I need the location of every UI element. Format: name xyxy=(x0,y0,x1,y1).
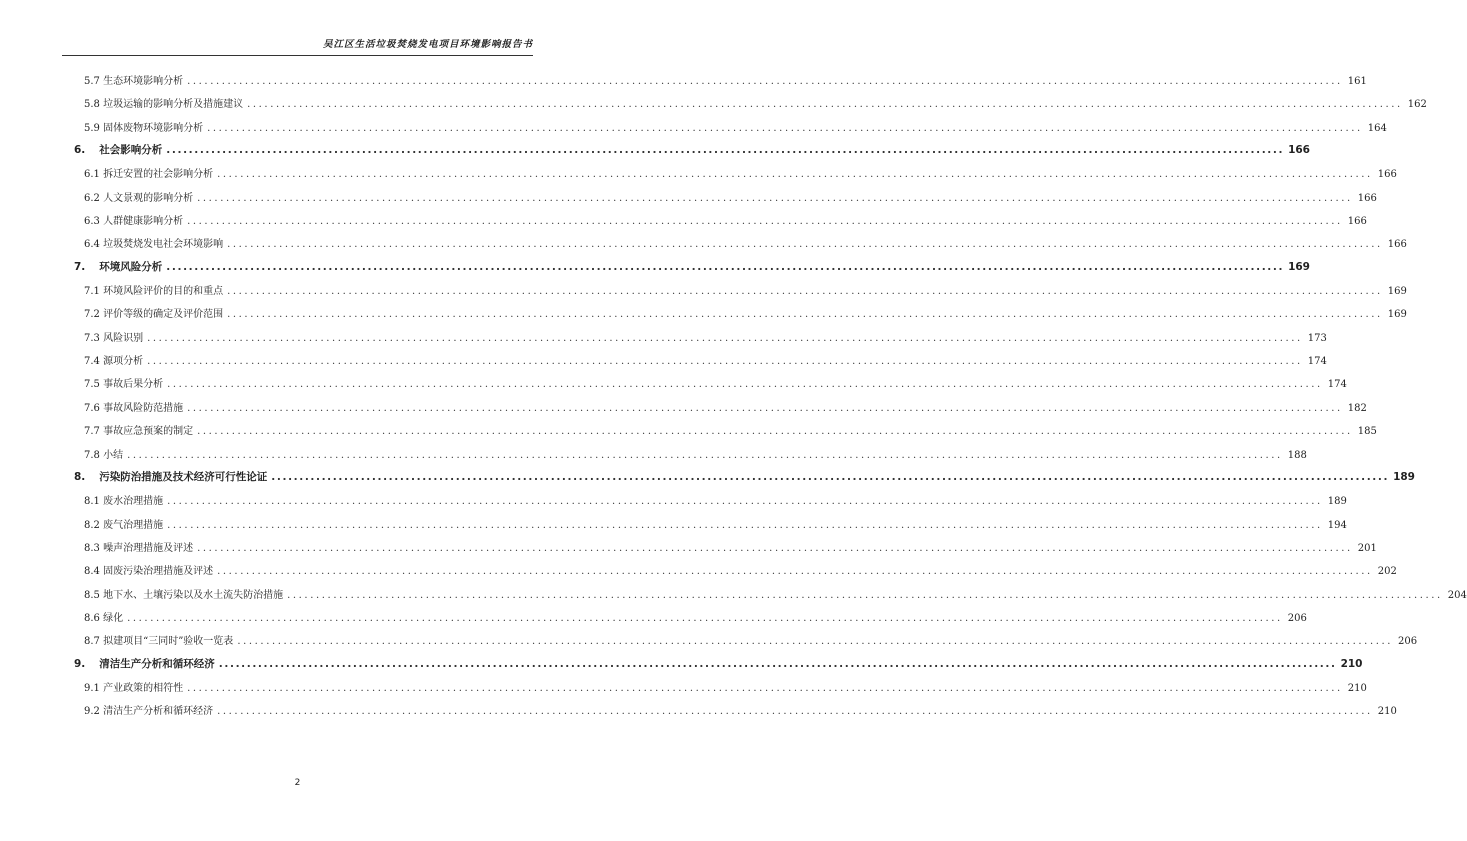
toc-section-entry[interactable] xyxy=(62,516,1347,539)
toc-page-number: 189 xyxy=(1393,470,1415,483)
toc-entry-title: 5.8 垃圾运输的影响分析及措施建议 xyxy=(84,99,244,111)
toc-entry-title: 5.7 生态环境影响分析 xyxy=(84,76,184,87)
toc-page-number: 169 xyxy=(1387,309,1407,321)
toc-section-entry[interactable] xyxy=(62,632,1418,655)
toc-dot-leader: ........................................................................................................................................................................................................ xyxy=(197,192,1353,204)
toc-entry-title: 7.5 事故后果分析 xyxy=(84,379,164,391)
toc-page-number: 174 xyxy=(1327,379,1347,391)
toc-entry-title: 7.4 源项分析 xyxy=(84,356,144,368)
toc-chapter-number: 7. xyxy=(74,260,86,273)
toc-entry-title: 6.1 拆迁安置的社会影响分析 xyxy=(84,169,214,181)
toc-page-number: 204 xyxy=(1447,589,1467,601)
toc-page-number: 182 xyxy=(1347,402,1367,414)
toc-dot-leader: ........................................................................................................................................................................................................ xyxy=(127,449,1283,461)
toc-section-entry[interactable] xyxy=(62,586,1467,609)
toc-entry-title: 环境风险分析 xyxy=(99,260,163,273)
toc-page-number: 174 xyxy=(1307,356,1327,368)
toc-dot-leader: ........................................................................................................................................................................................................ xyxy=(147,356,1303,368)
page-number: 2 xyxy=(294,778,301,788)
toc-entry-title: 8.6 绿化 xyxy=(84,612,124,624)
toc-page-number: 210 xyxy=(1347,682,1367,694)
toc-chapter-entry[interactable] xyxy=(62,259,1310,282)
toc-entry-title: 8.7 拟建项目“三同时”验收一览表 xyxy=(84,636,234,648)
toc-dot-leader: ........................................................................................................................................................................................................ xyxy=(247,99,1403,111)
toc-entry-title: 7.3 风险识别 xyxy=(84,332,144,344)
toc-dot-leader: ........................................................................................................................................................................................................ xyxy=(197,542,1353,554)
toc-dot-leader: ........................................................................................................................................................................................................ xyxy=(237,636,1394,648)
toc-section-entry[interactable] xyxy=(62,702,1397,725)
toc-entry-title: 6.3 人群健康影响分析 xyxy=(84,216,184,228)
running-header: 吴江区生活垃圾焚烧发电项目环境影响报告书 xyxy=(322,39,533,50)
toc-page-number: 166 xyxy=(1387,239,1407,251)
toc-page-number: 169 xyxy=(1387,286,1407,298)
toc-dot-leader: ........................................................................................................................................................................................................ xyxy=(167,379,1323,391)
toc-section-entry[interactable] xyxy=(62,399,1367,422)
toc-entry-title: 8.3 噪声治理措施及评述 xyxy=(84,542,194,554)
toc-dot-leader: ........................................................................................................................................................................................................ xyxy=(187,682,1343,694)
toc-dot-leader: ........................................................................................................................................................................................................ xyxy=(227,239,1383,251)
toc-entry-title: 6.4 垃圾焚烧发电社会环境影响 xyxy=(84,239,224,251)
toc-page-number: 189 xyxy=(1327,496,1347,508)
toc-chapter-entry[interactable] xyxy=(62,656,1363,679)
toc-dot-leader: ........................................................................................................................................................................................................ xyxy=(166,260,1285,273)
toc-dot-leader: ........................................................................................................................................................................................................ xyxy=(227,286,1383,298)
toc-section-entry[interactable] xyxy=(62,165,1397,188)
toc-entry-title: 9.2 清洁生产分析和循环经济 xyxy=(84,706,214,718)
toc-dot-leader: ........................................................................................................................................................................................................ xyxy=(197,426,1353,438)
toc-entry-title: 7.6 事故风险防范措施 xyxy=(84,402,184,414)
toc-dot-leader: ........................................................................................................................................................................................................ xyxy=(217,706,1373,718)
toc-page-number: 162 xyxy=(1407,99,1427,111)
toc-section-entry[interactable] xyxy=(62,189,1377,212)
toc-entry-title: 6.2 人文景观的影响分析 xyxy=(84,192,194,204)
toc-section-entry[interactable] xyxy=(62,562,1397,585)
toc-dot-leader: ........................................................................................................................................................................................................ xyxy=(166,144,1285,157)
toc-dot-leader: ........................................................................................................................................................................................................ xyxy=(187,216,1343,228)
toc-page-number: 166 xyxy=(1357,192,1377,204)
toc-entry-title: 社会影响分析 xyxy=(99,144,163,157)
toc-dot-leader: ........................................................................................................................................................................................................ xyxy=(287,589,1443,601)
toc-entry-title: 5.9 固体废物环境影响分析 xyxy=(84,122,204,134)
toc-dot-leader: ........................................................................................................................................................................................................ xyxy=(227,309,1383,321)
toc-page-number: 166 xyxy=(1347,216,1367,228)
toc-section-entry[interactable] xyxy=(62,282,1407,305)
toc-dot-leader: ........................................................................................................................................................................................................ xyxy=(127,612,1283,624)
toc-chapter-entry[interactable] xyxy=(62,142,1310,165)
toc-dot-leader: ........................................................................................................................................................................................................ xyxy=(167,519,1323,531)
toc-section-entry[interactable] xyxy=(62,95,1427,118)
toc-section-entry[interactable] xyxy=(62,446,1307,469)
toc-entry-title: 清洁生产分析和循环经济 xyxy=(99,657,215,670)
toc-section-entry[interactable] xyxy=(62,212,1367,235)
toc-section-entry[interactable] xyxy=(62,539,1377,562)
toc-page-number: 210 xyxy=(1340,657,1363,670)
toc-dot-leader: ........................................................................................................................................................................................................ xyxy=(147,332,1303,344)
toc-page-number: 202 xyxy=(1377,566,1397,578)
toc-dot-leader: ........................................................................................................................................................................................................ xyxy=(187,76,1343,87)
toc-entry-title: 7.7 事故应急预案的制定 xyxy=(84,426,194,438)
toc-chapter-entry[interactable] xyxy=(62,469,1415,492)
toc-section-entry[interactable] xyxy=(62,329,1327,352)
toc-page-number: 166 xyxy=(1288,144,1310,157)
toc-dot-leader: ........................................................................................................................................................................................................ xyxy=(218,657,1337,670)
toc-section-entry[interactable] xyxy=(62,305,1407,328)
header-divider xyxy=(62,55,533,56)
toc-page-number: 169 xyxy=(1288,260,1310,273)
toc-chapter-number: 8. xyxy=(74,470,86,483)
toc-page-number: 161 xyxy=(1347,76,1367,87)
toc-section-entry[interactable] xyxy=(62,235,1407,258)
toc-section-entry[interactable] xyxy=(62,679,1367,702)
toc-section-entry[interactable] xyxy=(62,72,1367,95)
toc-entry-title: 7.8 小结 xyxy=(84,449,124,461)
toc-section-entry[interactable] xyxy=(62,422,1377,445)
toc-page-number: 188 xyxy=(1287,449,1307,461)
toc-section-entry[interactable] xyxy=(62,609,1307,632)
toc-page-number: 185 xyxy=(1357,426,1377,438)
toc-page-number: 201 xyxy=(1357,542,1377,554)
toc-dot-leader: ........................................................................................................................................................................................................ xyxy=(271,470,1390,483)
toc-entry-title: 8.1 废水治理措施 xyxy=(84,496,164,508)
toc-chapter-number: 9. xyxy=(74,657,86,670)
toc-section-entry[interactable] xyxy=(62,492,1347,515)
toc-entry-title: 7.2 评价等级的确定及评价范围 xyxy=(84,309,224,321)
toc-dot-leader: ........................................................................................................................................................................................................ xyxy=(187,402,1343,414)
toc-entry-title: 污染防治措施及技术经济可行性论证 xyxy=(99,470,268,483)
toc-page-number: 206 xyxy=(1397,636,1418,648)
toc-page-number: 164 xyxy=(1367,122,1387,134)
toc-page-number: 210 xyxy=(1377,706,1397,718)
toc-dot-leader: ........................................................................................................................................................................................................ xyxy=(217,566,1373,578)
toc-entry-title: 8.2 废气治理措施 xyxy=(84,519,164,531)
toc-entry-title: 8.5 地下水、土壤污染以及水土流失防治措施 xyxy=(84,589,284,601)
toc-entry-title: 7.1 环境风险评价的目的和重点 xyxy=(84,286,224,298)
table-of-contents xyxy=(62,72,1467,726)
toc-page-number: 206 xyxy=(1287,612,1307,624)
toc-dot-leader: ........................................................................................................................................................................................................ xyxy=(167,496,1323,508)
toc-section-entry[interactable] xyxy=(62,119,1387,142)
toc-page-number: 194 xyxy=(1327,519,1347,531)
toc-section-entry[interactable] xyxy=(62,375,1347,398)
toc-page-number: 173 xyxy=(1307,332,1327,344)
toc-dot-leader: ........................................................................................................................................................................................................ xyxy=(207,122,1363,134)
toc-entry-title: 8.4 固废污染治理措施及评述 xyxy=(84,566,214,578)
toc-section-entry[interactable] xyxy=(62,352,1327,375)
toc-entry-title: 9.1 产业政策的相符性 xyxy=(84,682,184,694)
toc-page-number: 166 xyxy=(1377,169,1397,181)
toc-chapter-number: 6. xyxy=(74,144,86,157)
toc-dot-leader: ........................................................................................................................................................................................................ xyxy=(217,169,1373,181)
